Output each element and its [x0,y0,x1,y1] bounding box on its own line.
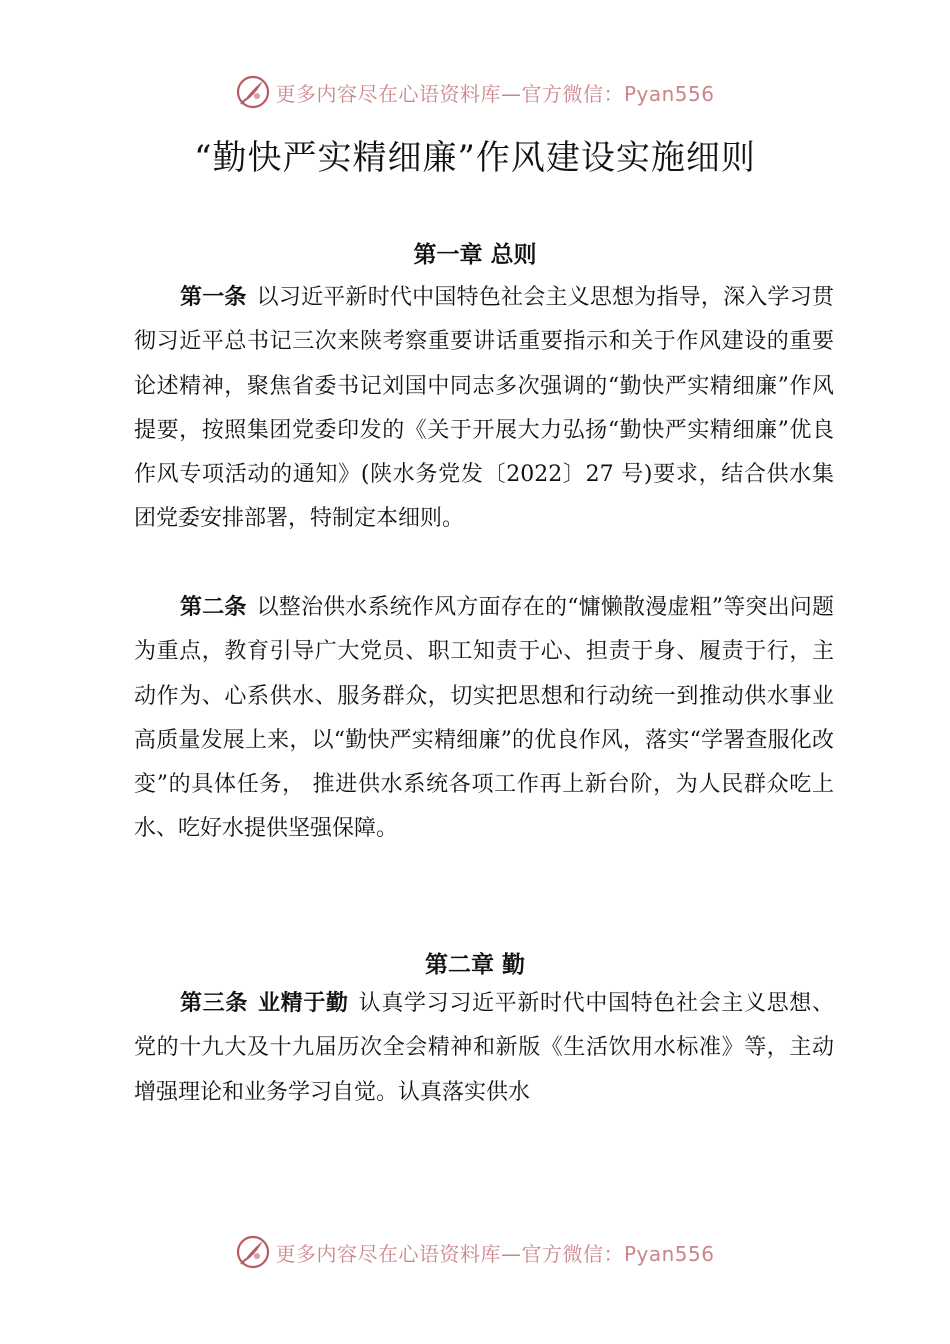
article-label: 第三条 [180,991,248,1016]
watermark-header [0,72,950,112]
article-text: 以习近平新时代中国特色社会主义思想为指导，深入学习贯彻习近平总书记三次来陕考察重要讲话重要指示和关于作风建设的重要论述精神，聚焦省委书记刘国中同志多次强调的“勤快严实精细廉”作风提要，按照集团党委印发的《关于开展大力弘扬“勤快严实精细廉”优良作风专项活动的通知》(陕水务党发〔2022〕27 号)要求，结合供水集团党委安排部署，特制定本细则。 [134,285,834,532]
watermark-text: 更多内容尽在心语资料库—官方微信：Pyan556 [275,81,715,106]
article-text: 认真学习习近平新时代中国特色社会主义思想、党的十九大及十九届历次全会精神和新版《生活饮用水标准》等，主动增强理论和业务学习自觉。认真落实供水 [134,991,834,1105]
article-paragraph [134,982,834,1115]
document-title: “勤快严实精细廉”作风建设实施细则 [194,138,756,178]
pen-quill-logo-icon [235,1234,271,1270]
chapter-heading: 第二章 勤 [424,952,525,978]
pen-quill-logo-icon [235,74,271,110]
article-paragraph [134,586,834,852]
chapter-heading: 第一章 总则 [413,242,537,268]
article-label: 第一条 [180,285,247,310]
watermark-text: 更多内容尽在心语资料库—官方微信：Pyan556 [275,1241,715,1266]
article-subtitle: 业精于勤 [258,991,349,1016]
article-label: 第二条 [180,595,247,620]
watermark-footer [0,1232,950,1272]
article-paragraph [134,276,834,542]
article-text: 以整治供水系统作风方面存在的“慵懒散漫虚粗”等突出问题为重点，教育引导广大党员、职工知责于心、担责于身、履责于行，主动作为、心系供水、服务群众，切实把思想和行动统一到推动供水事业高质量发展上来，以“勤快严实精细廉”的优良作风，落实“学署查服化改变”的具体任务， 推进供水系统各项工作再上新台阶，为人民群众吃上水、吃好水提供坚强保障。 [134,595,834,842]
